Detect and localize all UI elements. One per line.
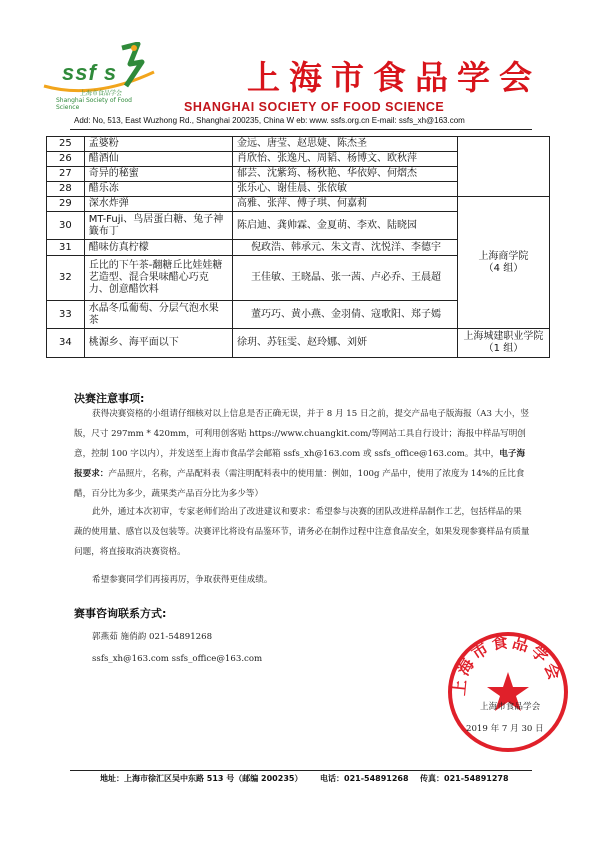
footer-fax: 传真：021-54891278: [420, 774, 509, 783]
table-row: 33 水晶冬瓜葡萄、分层气泡水果茶 董巧巧、黄小燕、金羽倩、寇歌阳、郑子嫣: [47, 301, 550, 329]
notes-paragraph-3: 希望参赛同学们再接再厉，争取获得更佳成绩。: [92, 575, 273, 585]
table-row: 26 醋酒仙 肖欣怡、张逸凡、周韬、杨博文、欧秋萍: [47, 152, 550, 167]
header-address: Add: No, 513, East Wuzhong Rd., Shanghai 200235, China W eb: www. ssfs.org.cn E-mail: ssfs_xh@163.com: [74, 116, 465, 125]
table-row: 25 孟婆粉 金远、唐莹、赵思婕、陈杰圣: [47, 137, 550, 152]
contact-emails: ssfs_xh@163.com ssfs_office@163.com: [92, 654, 263, 664]
contact-names: 郭燕茹 施俏韵 021-54891268: [92, 632, 213, 642]
table-row: 27 奇异的秘蜜 郁芸、沈紫筠、杨秋艳、华依婷、何熠杰: [47, 167, 550, 182]
contact-title: 赛事咨询联系方式:: [74, 607, 167, 620]
logo-wordmark: ssf s: [62, 60, 118, 85]
notes-paragraph-2: 此外，通过本次初审，专家老师们给出了改进建议和要求：希望参与决赛的团队改进样品制作工艺，包括样品的果蔬的使用量、感官以及包装等。决赛评比将设有品鉴环节，请务必在制作过程中注意食品安全，如果发现参赛样品有质量问题，将直接取消决赛资格。: [74, 507, 530, 557]
table-row: 28 醋乐冻 张乐心、谢佳晨、张依敏: [47, 182, 550, 197]
school-cell-prev: [457, 137, 549, 197]
org-name-cn: 上海市食品学会: [247, 58, 541, 97]
svg-text:上海市食品学会: 上海市食品学会: [449, 632, 566, 697]
table-row: 34 桃源乡、海平面以下 徐玥、苏钰雯、赵玲娜、刘妍 上海城建职业学院 （1 组）: [47, 329, 550, 358]
notes-paragraph-1: 获得决赛资格的小组请仔细核对以上信息是否正确无误，并于 8 月 15 日之前，提交产品电子版海报（A3 大小，竖版，尺寸 297mm * 420mm，可利用创客贴 https://www.chuangkit.com/等网站工具自行设计；海报中样品写明创意，控制 100 字以内），并发送至上海市食品学会邮箱 ssfs_xh@163.com 或 ssfs_office@163.com。其中，电子海报要求：产品照片，名称，产品配料表（需注明配料表中的使用量：例如，100g 产品中，使用了浓度为 14%的丘比食醋，百分比为多少，蔬果类产品百分比为多少等）: [74, 409, 530, 499]
footer-address: 地址：上海市徐汇区吴中东路 513 号（邮编 200235）: [100, 774, 303, 783]
signature-date: 2019 年 7 月 30 日: [466, 724, 544, 734]
finalist-table: [46, 136, 550, 358]
table-row: 31 醋味仿真柠檬 倪政浩、韩承元、朱文青、沈悦洋、李德宇: [47, 240, 550, 256]
footer-phone: 电话：021-54891268: [320, 774, 409, 783]
table-row: 30 MT-Fuji、鸟居蛋白糖、兔子神籤布丁 陈启迪、龚帅霖、金夏萌、李欢、陆晓园: [47, 212, 550, 240]
table-row: 29 深水炸弹 高雅、张萍、傅子琪、何嘉莉 上海商学院 （4 组）: [47, 197, 550, 212]
school-cell-urban-construction: 上海城建职业学院 （1 组）: [457, 329, 549, 358]
official-seal: [446, 630, 570, 754]
logo-subtitle: 上海市食品学会 Shanghai Society of Food Science: [56, 90, 132, 111]
org-name-en: SHANGHAI SOCIETY OF FOOD SCIENCE: [184, 100, 445, 114]
notes-title: 决赛注意事项:: [74, 392, 145, 405]
school-cell-shanghai-business: 上海商学院 （4 组）: [457, 197, 549, 329]
signature-org: 上海市食品学会: [480, 702, 541, 712]
header-divider: [70, 129, 532, 130]
table-row: 32 丘比的下午茶-翻糖丘比娃娃糖艺造型、混合果味醋心巧克力、创意醋饮料 王佳敏、王晓晶、张一茜、卢必乔、王晨超: [47, 256, 550, 301]
footer-divider: [70, 770, 532, 771]
